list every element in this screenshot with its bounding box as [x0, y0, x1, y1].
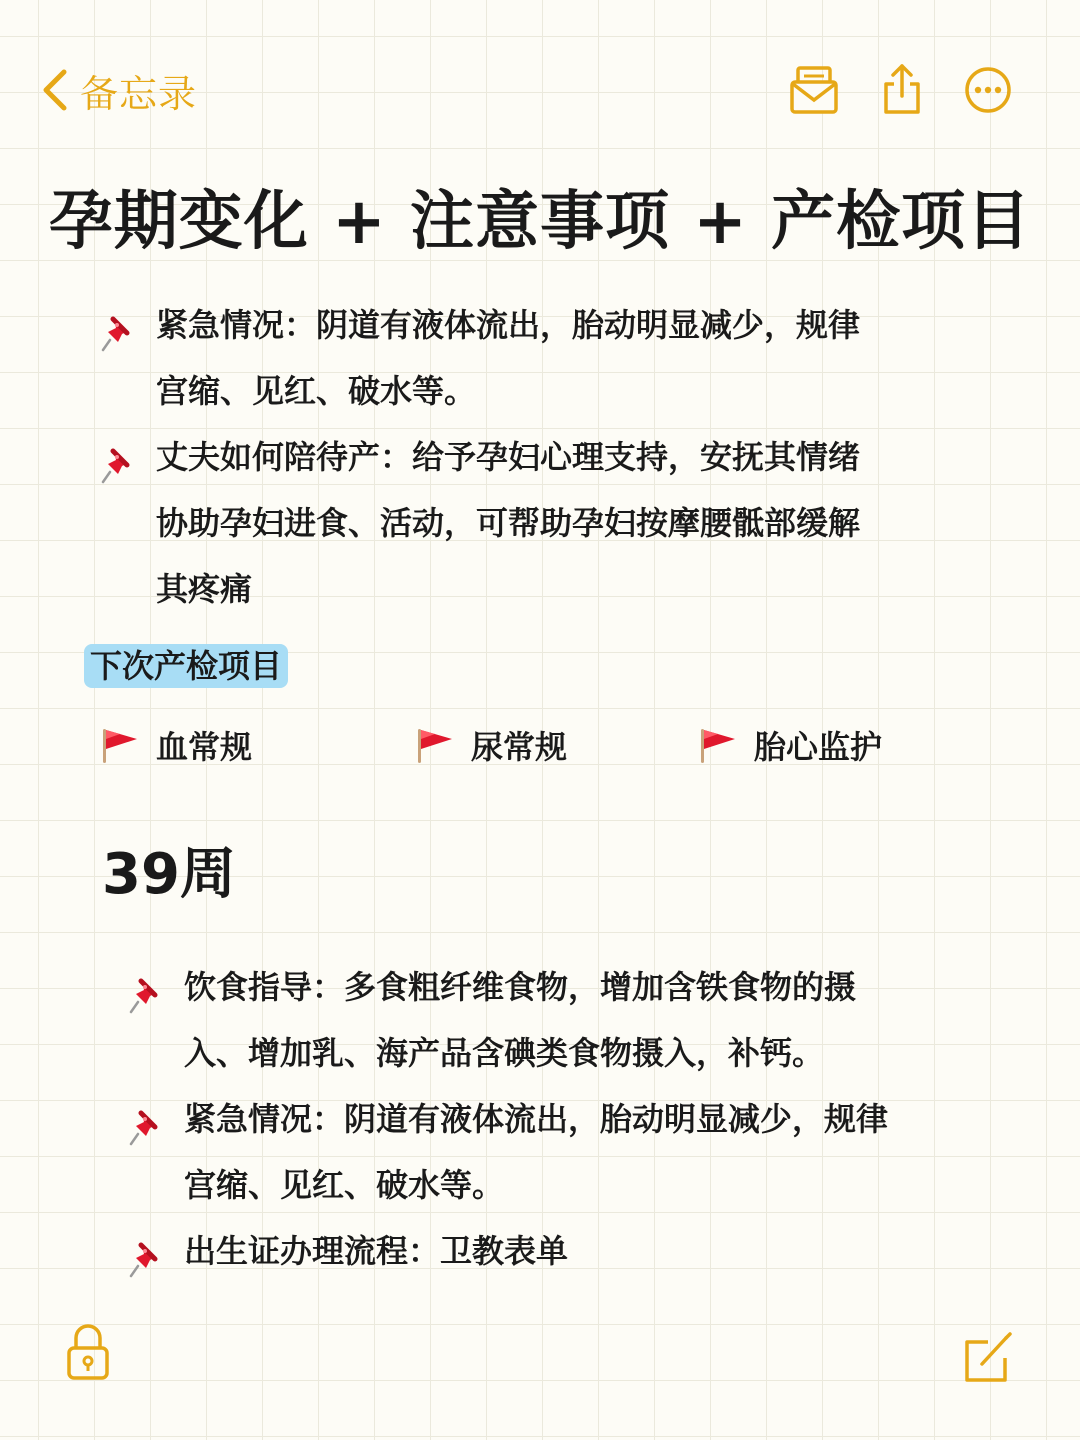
- pushpin-icon: [128, 1234, 162, 1270]
- checkup-item: 尿常规: [415, 720, 567, 770]
- pushpin-icon: [128, 970, 162, 1006]
- list-item: 出生证办理流程：卫教表单: [184, 1218, 888, 1284]
- page-title: 孕期变化 + 注意事项 + 产检项目: [48, 185, 1032, 259]
- chevron-left-icon: [38, 62, 72, 118]
- notes-list-1: [156, 292, 860, 622]
- checkup-item: 血常规: [100, 720, 252, 770]
- share-icon[interactable]: [876, 62, 928, 118]
- list-item: 紧急情况：阴道有液体流出，胎动明显减少，规律 宫缩、见红、破水等。: [156, 292, 860, 424]
- week-heading: 39周: [102, 842, 236, 907]
- back-button[interactable]: [38, 62, 197, 118]
- list-item: 紧急情况：阴道有液体流出，胎动明显减少，规律 宫缩、见红、破水等。: [184, 1086, 888, 1218]
- list-item: 丈夫如何陪待产：给予孕妇心理支持，安抚其情绪 协助孕妇进食、活动，可帮助孕妇按摩腰骶部缓解 其疼痛: [156, 424, 860, 622]
- mail-icon[interactable]: [788, 62, 840, 118]
- notes-list-2: [184, 954, 888, 1284]
- compose-icon[interactable]: [962, 1326, 1014, 1386]
- red-flag-icon: [415, 725, 455, 765]
- red-flag-icon: [698, 725, 738, 765]
- pushpin-icon: [100, 440, 134, 476]
- list-item: 饮食指导：多食粗纤维食物，增加含铁食物的摄 入、增加乳、海产品含碘类食物摄入，补钙。: [184, 954, 888, 1086]
- red-flag-icon: [100, 725, 140, 765]
- more-icon[interactable]: [962, 62, 1014, 118]
- pushpin-icon: [128, 1102, 162, 1138]
- back-label: 备忘录: [80, 71, 198, 116]
- lock-icon[interactable]: [64, 1322, 112, 1382]
- pushpin-icon: [100, 308, 134, 344]
- checkup-item: 胎心监护: [698, 720, 882, 770]
- checkup-heading: 下次产检项目: [84, 644, 288, 688]
